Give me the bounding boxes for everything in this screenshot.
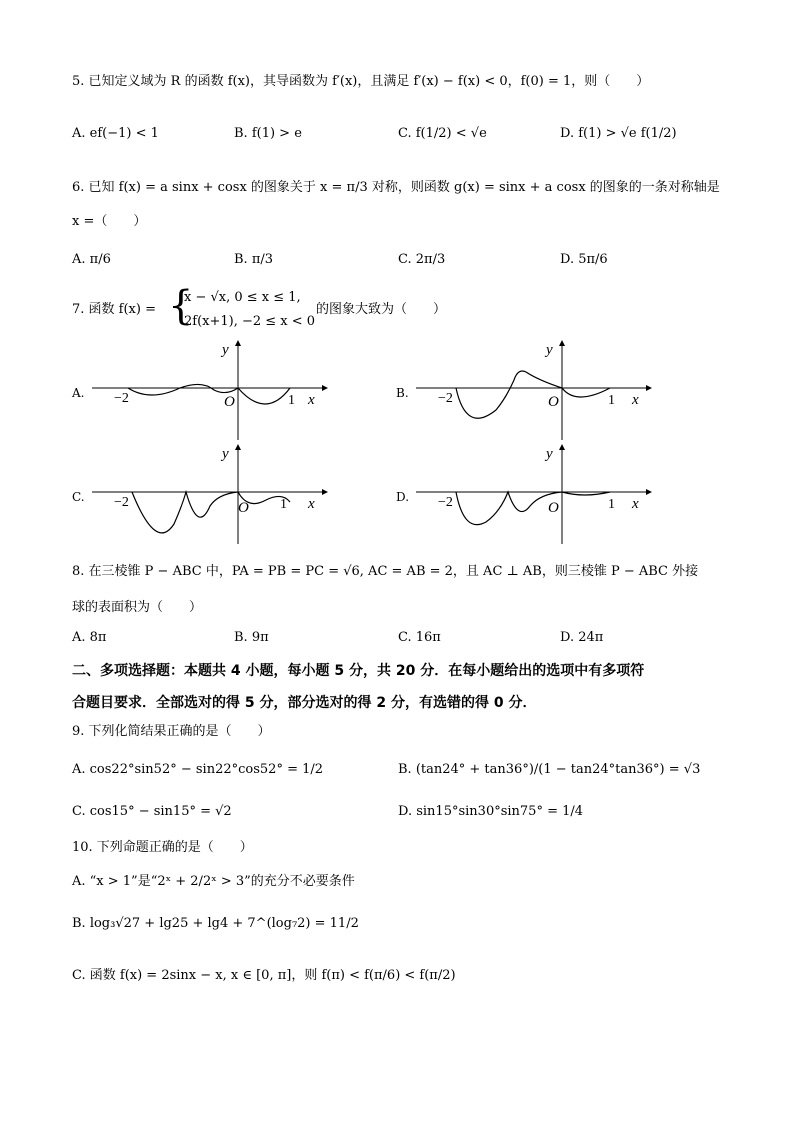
- graph-d-origin-label: O: [548, 500, 559, 516]
- graph-d-x-label: x: [632, 496, 639, 512]
- graph-c-neg2-label: −2: [114, 495, 129, 510]
- q9-option-a: A. cos22°sin52° − sin22°cos52° = 1/2: [72, 762, 324, 777]
- graph-a-y-arrow: [235, 340, 241, 346]
- graph-d-label: D.: [396, 490, 410, 504]
- graph-b-label: B.: [396, 386, 409, 400]
- q6-stem: 6. 已知 f(x) = a sinx + cosx 的图象关于 x = π/3 对称，则函数 g(x) = sinx + a cosx 的图象的一条对称轴是: [72, 180, 720, 195]
- q7-stem-prefix: 7. 函数 f(x) =: [72, 302, 156, 317]
- graph-c: [90, 442, 330, 546]
- q8-stem-continued: 球的表面积为（ ）: [72, 600, 203, 615]
- graph-b-x-label: x: [632, 392, 639, 408]
- q5-option-d: D. f(1) > √e f(1/2): [560, 126, 677, 141]
- graph-a-x-arrow: [322, 385, 328, 391]
- graph-b-curve: [456, 371, 610, 418]
- q5-option-b: B. f(1) > e: [234, 126, 302, 141]
- graph-c-one-label: 1: [280, 497, 287, 512]
- q6-option-c: C. 2π/3: [398, 252, 446, 267]
- q8-stem: 8. 在三棱锥 P − ABC 中，PA = PB = PC = √6, AC = AB = 2，且 AC ⊥ AB，则三棱锥 P − ABC 外接: [72, 564, 699, 579]
- graph-c-label: C.: [72, 490, 85, 504]
- graph-a-x-label: x: [308, 392, 315, 408]
- q10-option-a: A. “x > 1”是“2ˣ + 2/2ˣ > 3”的充分不必要条件: [72, 874, 355, 889]
- graph-d-curve: [456, 492, 610, 525]
- q7-case-2: 2f(x+1), −2 ≤ x < 0: [184, 314, 316, 329]
- q6-option-d: D. 5π/6: [560, 252, 608, 267]
- graph-b-y-arrow: [559, 340, 565, 346]
- graph-d-x-arrow: [646, 489, 652, 495]
- graph-d-one-label: 1: [608, 497, 615, 512]
- q7-brace: {: [168, 283, 194, 329]
- graph-b-x-arrow: [646, 385, 652, 391]
- q8-option-a: A. 8π: [72, 630, 107, 645]
- graph-d-y-arrow: [559, 444, 565, 450]
- graph-a-y-label: y: [222, 342, 229, 358]
- q5-stem: 5. 已知定义域为 R 的函数 f(x)，其导函数为 f′(x)，且满足 f′(x) − f(x) < 0，f(0) = 1，则（ ）: [72, 74, 650, 89]
- graph-b-neg2-label: −2: [438, 391, 453, 406]
- graph-b-one-label: 1: [608, 393, 615, 408]
- q9-option-b: B. (tan24° + tan36°)/(1 − tan24°tan36°) = √3: [398, 762, 701, 777]
- q8-option-c: C. 16π: [398, 630, 441, 645]
- graph-c-x-arrow: [322, 489, 328, 495]
- q5-option-c: C. f(1/2) < √e: [398, 126, 487, 141]
- section-2-heading-line-1: 二、多项选择题：本题共 4 小题，每小题 5 分，共 20 分．在每小题给出的选项中有多项符: [72, 663, 645, 679]
- q7-case-1: x − √x, 0 ≤ x ≤ 1,: [184, 290, 301, 305]
- q6-option-a: A. π/6: [72, 252, 111, 267]
- graph-c-y-arrow: [235, 444, 241, 450]
- graph-b: [414, 338, 654, 442]
- q10-stem: 10. 下列命题正确的是（ ）: [72, 840, 253, 855]
- graph-a-origin-label: O: [224, 394, 235, 410]
- q7-stem-suffix: 的图象大致为（ ）: [316, 302, 447, 317]
- section-2-heading-line-2: 合题目要求．全部选对的得 5 分，部分选对的得 2 分，有选错的得 0 分．: [72, 695, 537, 711]
- q8-option-b: B. 9π: [234, 630, 269, 645]
- q9-option-d: D. sin15°sin30°sin75° = 1/4: [398, 804, 584, 819]
- graph-c-curve: [132, 492, 290, 533]
- graph-d: [414, 442, 654, 546]
- q9-stem: 9. 下列化简结果正确的是（ ）: [72, 724, 271, 739]
- q8-option-d: D. 24π: [560, 630, 604, 645]
- graph-d-y-label: y: [546, 446, 553, 462]
- graph-b-y-label: y: [546, 342, 553, 358]
- graph-c-y-label: y: [222, 446, 229, 462]
- q10-option-c: C. 函数 f(x) = 2sinx − x, x ∈ [0, π]，则 f(π) < f(π/6) < f(π/2): [72, 968, 456, 983]
- graph-c-x-label: x: [308, 496, 315, 512]
- graph-a-one-label: 1: [288, 393, 295, 408]
- q5-option-a: A. ef(−1) < 1: [72, 126, 159, 141]
- graph-a: [90, 338, 330, 442]
- q6-option-b: B. π/3: [234, 252, 274, 267]
- q6-stem-continued: x =（ ）: [72, 214, 147, 229]
- q9-option-c: C. cos15° − sin15° = √2: [72, 804, 232, 819]
- graph-a-label: A.: [72, 386, 85, 400]
- graph-c-origin-label: O: [238, 500, 249, 516]
- graph-a-curve: [128, 384, 290, 404]
- graph-b-origin-label: O: [548, 394, 559, 410]
- q10-option-b: B. log₃√27 + lg25 + lg4 + 7^(log₇2) = 11/2: [72, 916, 359, 931]
- graph-d-neg2-label: −2: [438, 495, 453, 510]
- graph-a-neg2-label: −2: [114, 391, 129, 406]
